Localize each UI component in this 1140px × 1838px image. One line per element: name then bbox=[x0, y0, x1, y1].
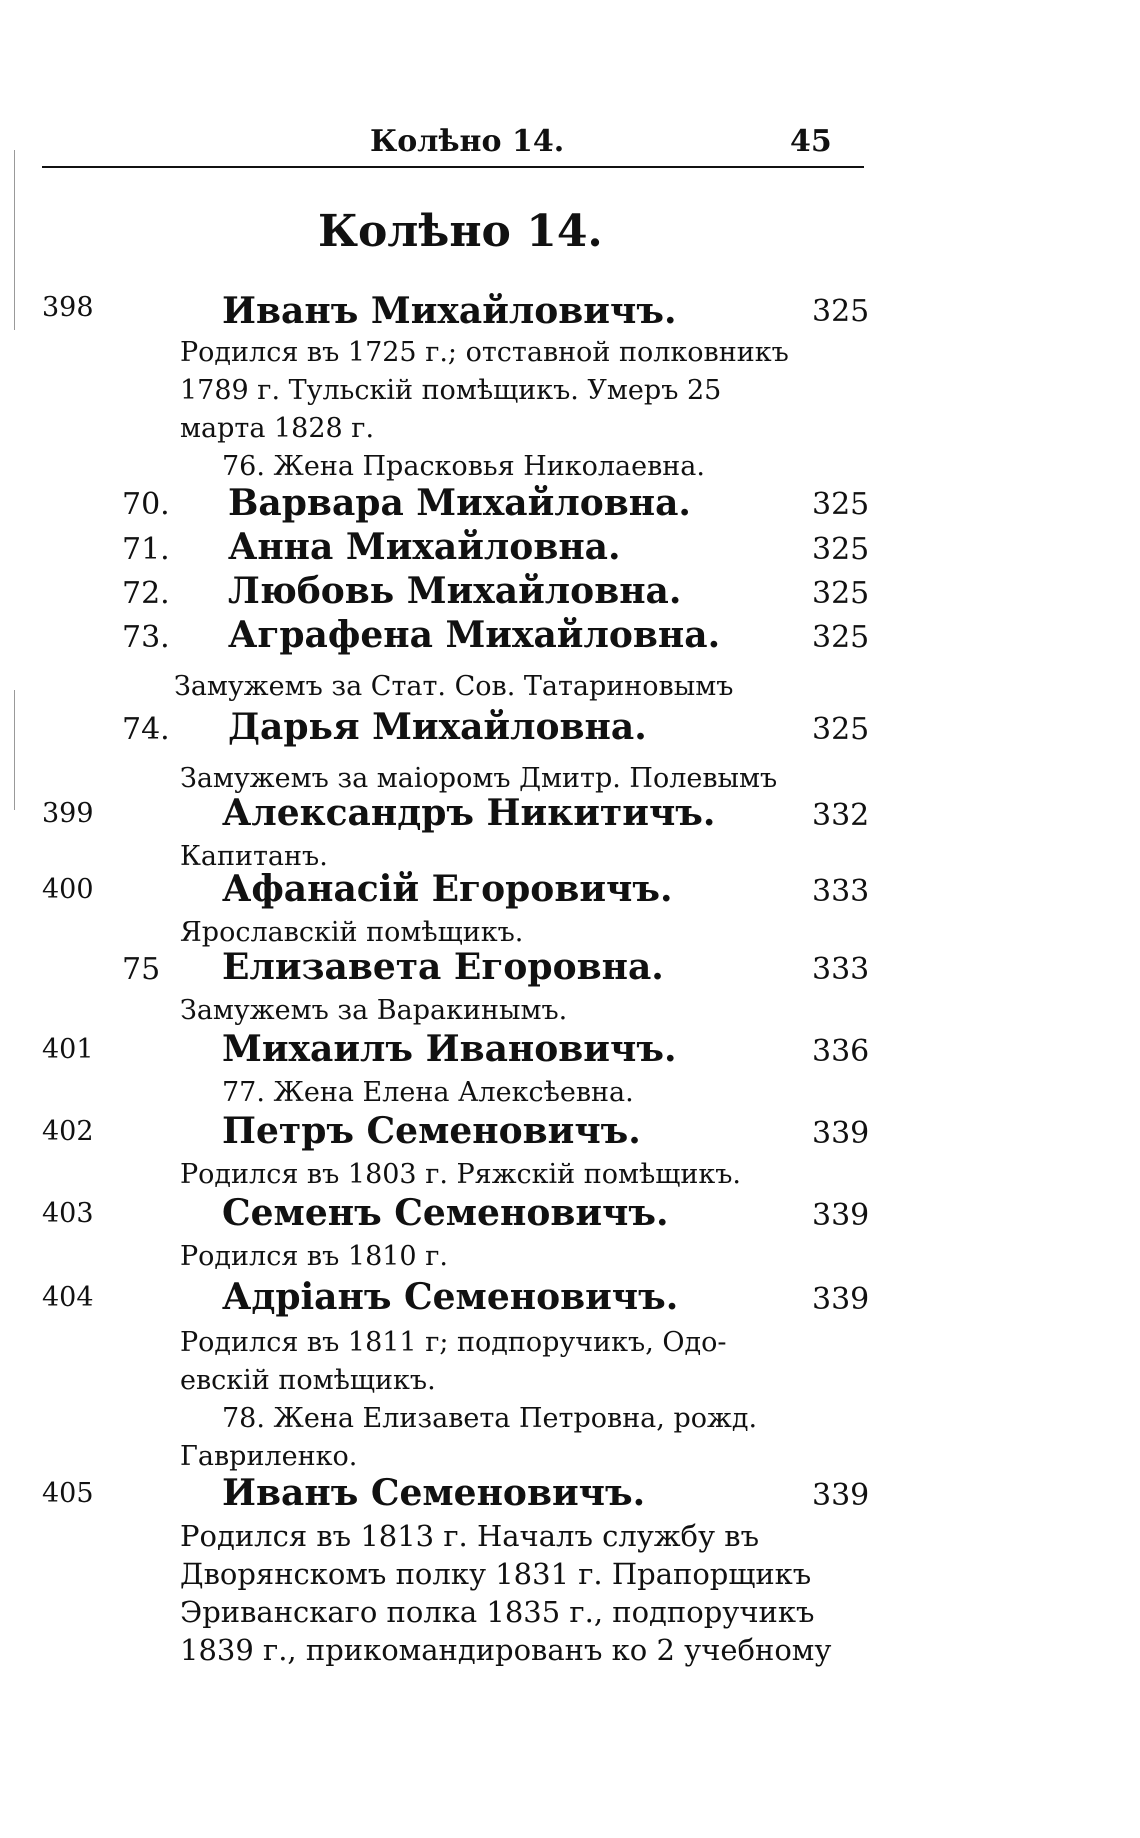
entry-text: Родился въ 1810 г. bbox=[180, 1241, 448, 1272]
page-reference: 325 bbox=[812, 487, 870, 522]
entry-text: Капитанъ. bbox=[180, 841, 328, 872]
page-reference: 333 bbox=[812, 952, 870, 987]
entry-number: 403 bbox=[42, 1198, 94, 1229]
entry-number: 404 bbox=[42, 1282, 94, 1313]
entry-text: Замужемъ за Варакинымъ. bbox=[180, 995, 568, 1026]
person-name: Михаилъ Ивановичъ. bbox=[222, 1028, 677, 1070]
entry-text: 1789 г. Тульскій помѣщикъ. Умеръ 25 bbox=[180, 375, 722, 406]
page-reference: 325 bbox=[812, 294, 870, 329]
entry-number: 398 bbox=[42, 292, 94, 323]
page-reference: 339 bbox=[812, 1116, 870, 1151]
person-name: Дарья Михайловна. bbox=[228, 706, 647, 748]
page-reference: 339 bbox=[812, 1478, 870, 1513]
person-name: Анна Михайловна. bbox=[228, 526, 621, 568]
entry-text: 76. Жена Прасковья Николаевна. bbox=[222, 451, 705, 482]
entry-index: 74. bbox=[122, 712, 170, 747]
page-reference: 333 bbox=[812, 874, 870, 909]
page-reference: 325 bbox=[812, 532, 870, 567]
person-name: Петръ Семеновичъ. bbox=[222, 1110, 641, 1152]
entry-index: 73. bbox=[122, 620, 170, 655]
running-title: Колѣно 14. bbox=[370, 124, 565, 159]
page-reference: 325 bbox=[812, 620, 870, 655]
header-rule bbox=[42, 166, 864, 168]
entry-text: марта 1828 г. bbox=[180, 413, 375, 444]
entry-text: Эриванскаго полка 1835 г., подпоручикъ bbox=[180, 1595, 815, 1629]
entry-index: 72. bbox=[122, 576, 170, 611]
page-reference: 325 bbox=[812, 576, 870, 611]
entry-text: 1839 г., прикомандированъ ко 2 учебному bbox=[180, 1633, 832, 1667]
section-heading: Колѣно 14. bbox=[318, 206, 603, 257]
entry-number: 401 bbox=[42, 1034, 94, 1065]
entry-index: 75 bbox=[122, 952, 161, 987]
entry-text: Замужемъ за маіоромъ Дмитр. Полевымъ bbox=[180, 763, 778, 794]
entry-number: 400 bbox=[42, 874, 94, 905]
entry-text: Родился въ 1813 г. Началъ службу въ bbox=[180, 1519, 760, 1553]
entry-text: Родился въ 1725 г.; отставной полковникъ bbox=[180, 337, 789, 368]
page-edge-line bbox=[14, 150, 15, 330]
person-name: Семенъ Семеновичъ. bbox=[222, 1192, 669, 1234]
person-name: Любовь Михайловна. bbox=[228, 570, 682, 612]
person-name: Варвара Михайловна. bbox=[228, 482, 691, 524]
page-reference: 339 bbox=[812, 1198, 870, 1233]
page-reference: 332 bbox=[812, 798, 870, 833]
person-name: Александръ Никитичъ. bbox=[222, 792, 716, 834]
person-name: Иванъ Семеновичъ. bbox=[222, 1472, 646, 1514]
page-edge-line bbox=[14, 690, 15, 810]
page-reference: 339 bbox=[812, 1282, 870, 1317]
page-number: 45 bbox=[790, 124, 832, 159]
person-name: Елизавета Егоровна. bbox=[222, 946, 664, 988]
entry-text: 78. Жена Елизавета Петровна, рожд. bbox=[222, 1403, 758, 1434]
entry-text: Ярославскій помѣщикъ. bbox=[180, 917, 524, 948]
person-name: Адріанъ Семеновичъ. bbox=[222, 1276, 679, 1318]
entry-text: Дворянскомъ полку 1831 г. Прапорщикъ bbox=[180, 1557, 812, 1591]
entry-number: 402 bbox=[42, 1116, 94, 1147]
entry-text: евскій помѣщикъ. bbox=[180, 1365, 436, 1396]
entry-text: Замужемъ за Стат. Сов. Татариновымъ bbox=[174, 671, 734, 702]
entry-index: 71. bbox=[122, 532, 170, 567]
entry-text: Родился въ 1803 г. Ряжскій помѣщикъ. bbox=[180, 1159, 742, 1190]
entry-text: 77. Жена Елена Алексѣевна. bbox=[222, 1077, 634, 1108]
entry-index: 70. bbox=[122, 487, 170, 522]
entry-number: 405 bbox=[42, 1478, 94, 1509]
page-reference: 325 bbox=[812, 712, 870, 747]
person-name: Афанасій Егоровичъ. bbox=[222, 868, 673, 910]
person-name: Аграфена Михайловна. bbox=[228, 614, 721, 656]
person-name: Иванъ Михайловичъ. bbox=[222, 290, 677, 332]
entry-text: Родился въ 1811 г; подпоручикъ, Одо- bbox=[180, 1327, 727, 1358]
entry-text: Гавриленко. bbox=[180, 1441, 358, 1472]
page-reference: 336 bbox=[812, 1034, 870, 1069]
entry-number: 399 bbox=[42, 798, 94, 829]
